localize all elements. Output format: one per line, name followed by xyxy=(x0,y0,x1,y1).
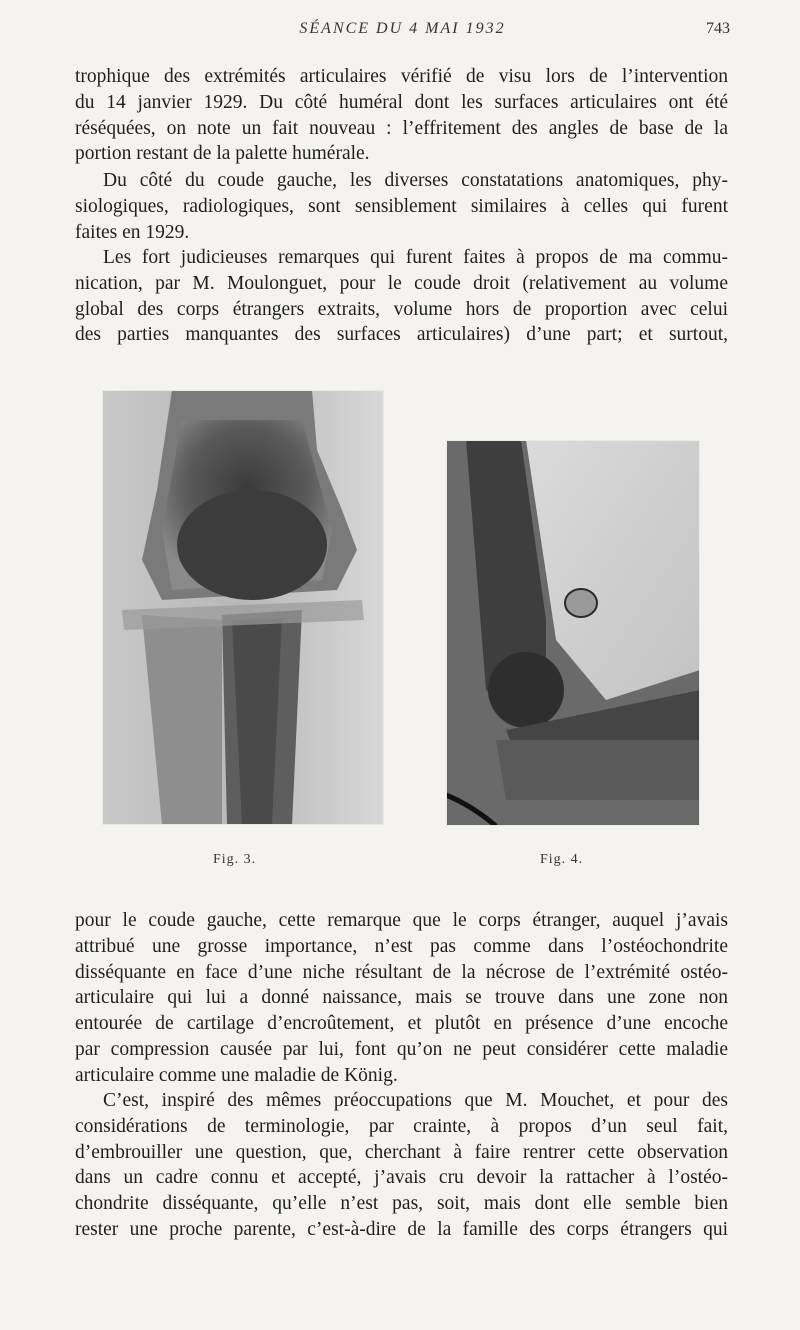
text-line: du 14 janvier 1929. Du côté huméral dont les surfaces articulaires ont été xyxy=(75,91,728,113)
text-line: siologiques, radiologiques, sont sensiblement similaires à celles qui furent xyxy=(75,195,728,217)
text-line: global des corps étrangers extraits, volume hors de proportion avec celui xyxy=(75,298,728,320)
text-line: des parties manquantes des surfaces articulaires) d’une part; et surtout, xyxy=(75,324,728,346)
text-line: nication, par M. Moulonguet, pour le coude droit (relativement au volume xyxy=(75,272,728,294)
paragraph-4 xyxy=(75,908,728,1089)
running-head xyxy=(75,20,730,44)
text-line: pour le coude gauche, cette remarque que le corps étranger, auquel j’avais xyxy=(75,910,728,931)
text-line: disséquante en face d’une niche résultant de la nécrose de l’extrémité ostéo- xyxy=(75,961,728,983)
text-line: dans un cadre connu et accepté, j’avais cru devoir la rattacher à l’ostéo- xyxy=(75,1167,728,1189)
paragraph-2 xyxy=(75,168,728,245)
text-line: chondrite disséquante, qu’elle n’est pas, soit, mais dont elle semble bien xyxy=(75,1193,728,1215)
figure-4-radiograph xyxy=(446,440,700,826)
figure-3-caption: Fig. 3. xyxy=(213,852,257,867)
text-line: attribué une grosse importance, n’est pas comme dans l’ostéochondrite xyxy=(75,935,728,957)
text-line: portion restant de la palette humérale. xyxy=(75,143,370,165)
figure-4-caption: Fig. 4. xyxy=(540,852,584,867)
paragraph-3 xyxy=(75,245,728,348)
xray-elbow-front-image xyxy=(102,390,384,825)
text-line: Les fort judicieuses remarques qui furent faites à propos de ma commu- xyxy=(103,247,728,268)
text-line: rester une proche parente, c’est-à-dire de la famille des corps étrangers qui xyxy=(75,1218,728,1240)
figure-3-radiograph xyxy=(102,390,384,825)
xray-elbow-lateral-image xyxy=(446,440,700,826)
text-line: Du côté du coude gauche, les diverses constatations anatomiques, phy- xyxy=(103,170,728,191)
text-line: par compression causée par lui, font qu’on ne peut considérer cette maladie xyxy=(75,1038,728,1060)
text-line: d’embrouiller une question, que, cherchant à faire rentrer cette observation xyxy=(75,1141,728,1163)
running-title: SÉANCE DU 4 MAI 1932 xyxy=(299,20,506,37)
text-line: trophique des extrémités articulaires vérifié de visu lors de l’intervention xyxy=(75,66,728,87)
text-line: faites en 1929. xyxy=(75,221,190,243)
paragraph-5 xyxy=(75,1088,728,1243)
text-line: réséquées, on note un fait nouveau : l’effritement des angles de base de la xyxy=(75,117,728,139)
text-line: considérations de terminologie, par crainte, à propos d’un seul fait, xyxy=(75,1115,728,1137)
paragraph-1 xyxy=(75,64,728,167)
text-line: entourée de cartilage d’encroûtement, et plutôt en présence d’une encoche xyxy=(75,1013,728,1035)
text-line: articulaire qui lui a donné naissance, mais se trouve dans une zone non xyxy=(75,987,728,1009)
text-line: articulaire comme une maladie de König. xyxy=(75,1064,398,1086)
text-line: C’est, inspiré des mêmes préoccupations que M. Mouchet, et pour des xyxy=(103,1090,728,1111)
page-number: 743 xyxy=(706,20,730,37)
